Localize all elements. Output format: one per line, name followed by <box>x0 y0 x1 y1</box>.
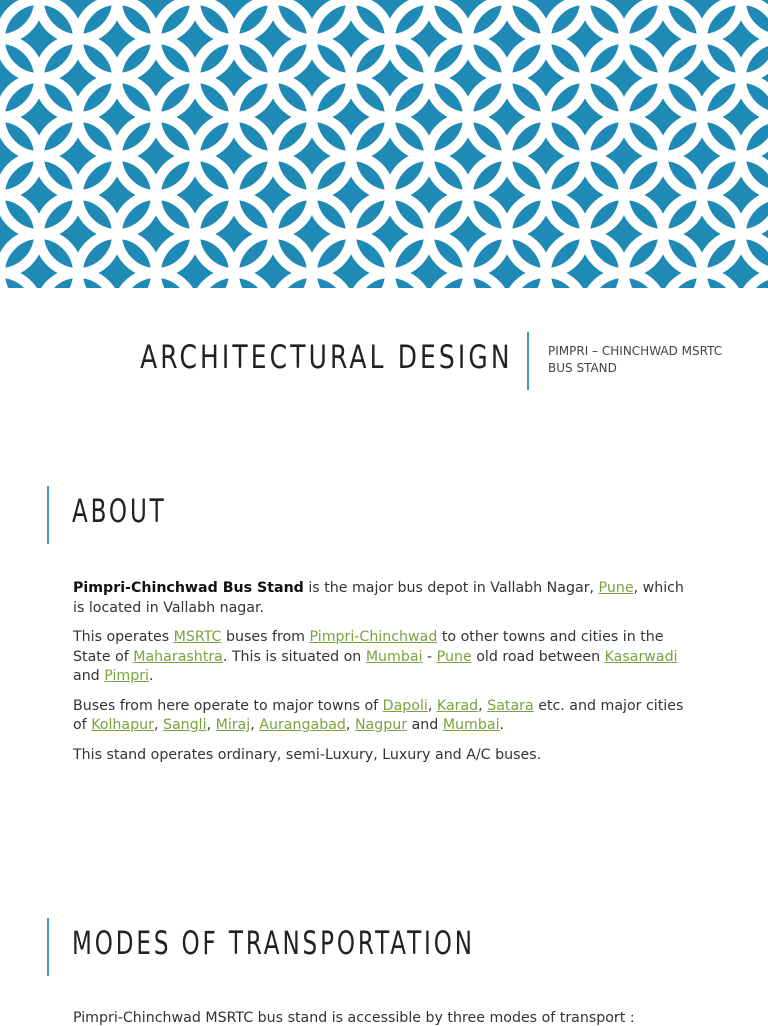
about-body <box>73 579 693 775</box>
link-miraj[interactable]: Miraj <box>215 717 251 733</box>
text: and <box>407 717 443 733</box>
text: This operates <box>73 629 174 645</box>
link-satara[interactable]: Satara <box>487 697 534 714</box>
page-title: ARCHITECTURAL DESIGN <box>140 338 513 376</box>
link-kolhapur[interactable]: Kolhapur <box>91 717 154 733</box>
modes-accent-bar <box>47 918 49 976</box>
subtitle-line-1: PIMPRI – CHINCHWAD MSRTC <box>548 344 723 358</box>
text: old road between <box>471 648 605 665</box>
text: , <box>478 697 488 714</box>
link-karad[interactable]: Karad <box>436 697 479 714</box>
title-divider <box>527 332 529 390</box>
modes-paragraph-1: Pimpri-Chinchwad MSRTC bus stand is accessible by three modes of transport : <box>73 1010 635 1026</box>
text: to other towns and cities in the State of <box>73 629 664 665</box>
text: . <box>149 668 154 684</box>
text: , which is located in Vallabh nagar. <box>73 580 684 616</box>
link-pune[interactable]: Pune <box>598 580 634 596</box>
modes-heading: MODES OF TRANSPORTATION <box>72 924 475 962</box>
about-paragraph-2 <box>73 628 693 687</box>
text: , <box>250 717 260 733</box>
about-paragraph-3 <box>73 697 693 736</box>
about-accent-bar <box>47 486 49 544</box>
link-msrtc[interactable]: MSRTC <box>173 629 222 645</box>
text: . <box>499 717 505 733</box>
link-pimpri[interactable]: Pimpri <box>104 668 149 684</box>
text: and <box>73 668 105 684</box>
link-maharashtra[interactable]: Maharashtra <box>133 648 223 665</box>
link-nagpur[interactable]: Nagpur <box>354 717 408 733</box>
subtitle-line-2: BUS STAND <box>548 361 617 375</box>
page-subtitle <box>548 343 722 377</box>
text: , <box>206 717 216 733</box>
link-dapoli[interactable]: Dapoli <box>382 697 428 714</box>
text: , <box>427 697 437 714</box>
text: . This is situated on <box>222 648 366 665</box>
about-heading: ABOUT <box>72 492 167 530</box>
text: - <box>422 648 437 665</box>
link-kasarwadi[interactable]: Kasarwadi <box>604 648 678 665</box>
link-pune[interactable]: Pune <box>436 648 472 665</box>
text: Buses from here operate to major towns of <box>73 697 383 714</box>
text: is the major bus depot in Vallabh Nagar, <box>303 580 599 596</box>
link-pimpri-chinchwad[interactable]: Pimpri-Chinchwad <box>309 629 438 645</box>
decorative-pattern-banner <box>0 0 768 288</box>
text: buses from <box>221 629 310 645</box>
text: etc. and major cities of <box>73 697 684 733</box>
link-sangli[interactable]: Sangli <box>162 717 207 733</box>
link-aurangabad[interactable]: Aurangabad <box>259 717 346 733</box>
about-paragraph-1 <box>73 579 693 618</box>
text: , <box>153 717 163 733</box>
link-mumbai[interactable]: Mumbai <box>365 648 423 665</box>
text: , <box>345 717 355 733</box>
bus-stand-name: Pimpri-Chinchwad Bus Stand <box>73 580 304 596</box>
about-paragraph-4: This stand operates ordinary, semi-Luxury, Luxury and A/C buses. <box>73 746 542 763</box>
link-mumbai[interactable]: Mumbai <box>442 717 500 733</box>
